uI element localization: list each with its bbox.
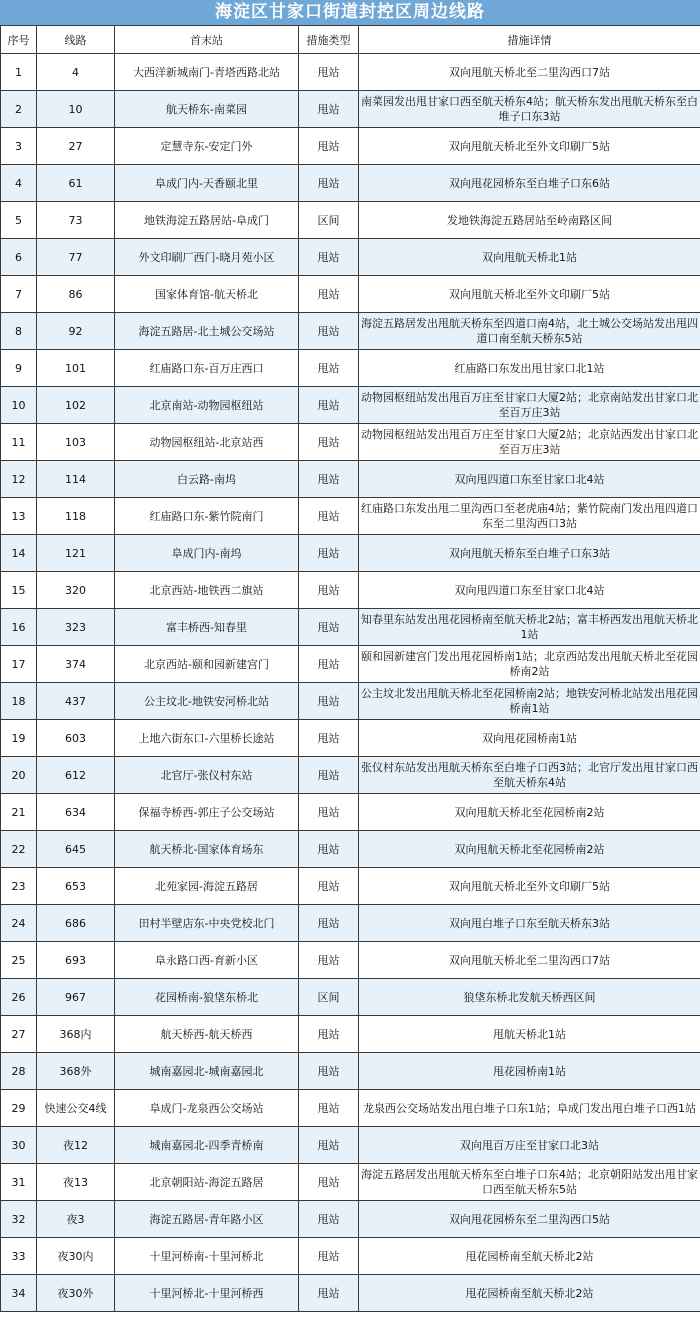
cell-detail: 双向甩花园桥南1站	[359, 720, 700, 757]
cell-type: 甩站	[299, 1090, 359, 1127]
cell-line: 437	[37, 683, 115, 720]
cell-seq: 18	[1, 683, 37, 720]
cell-detail: 双向甩百万庄至甘家口北3站	[359, 1127, 700, 1164]
cell-seq: 1	[1, 54, 37, 91]
cell-stations: 阜成门-龙泉西公交场站	[115, 1090, 299, 1127]
cell-line: 612	[37, 757, 115, 794]
cell-stations: 动物园枢纽站-北京站西	[115, 424, 299, 461]
table-row	[1, 498, 700, 535]
cell-seq: 5	[1, 202, 37, 239]
cell-line: 653	[37, 868, 115, 905]
cell-stations: 北京西站-地铁西二旗站	[115, 572, 299, 609]
cell-stations: 田村半壁店东-中央党校北门	[115, 905, 299, 942]
cell-stations: 白云路-南坞	[115, 461, 299, 498]
table-row	[1, 1164, 700, 1201]
cell-type: 甩站	[299, 461, 359, 498]
cell-seq: 11	[1, 424, 37, 461]
cell-detail: 海淀五路居发出甩航天桥东至白堆子口东4站；北京朝阳站发出甩甘家口西至航天桥东5站	[359, 1164, 700, 1201]
cell-stations: 花园桥南-狼垡东桥北	[115, 979, 299, 1016]
cell-seq: 19	[1, 720, 37, 757]
cell-type: 甩站	[299, 905, 359, 942]
table-row	[1, 239, 700, 276]
cell-stations: 北京南站-动物园枢纽站	[115, 387, 299, 424]
table-row	[1, 202, 700, 239]
header-stations: 首末站	[115, 26, 299, 54]
cell-stations: 阜永路口西-育新小区	[115, 942, 299, 979]
cell-seq: 23	[1, 868, 37, 905]
cell-detail: 双向甩航天桥北至外文印刷厂5站	[359, 128, 700, 165]
cell-detail: 龙泉西公交场站发出甩白堆子口东1站；阜成门发出甩白堆子口西1站	[359, 1090, 700, 1127]
cell-stations: 海淀五路居-北土城公交场站	[115, 313, 299, 350]
cell-seq: 4	[1, 165, 37, 202]
cell-type: 甩站	[299, 1275, 359, 1312]
cell-stations: 北官厅-张仪村东站	[115, 757, 299, 794]
cell-detail: 双向甩花园桥东至二里沟西口5站	[359, 1201, 700, 1238]
cell-stations: 航天桥西-航天桥西	[115, 1016, 299, 1053]
cell-detail: 动物园枢纽站发出甩百万庄至甘家口大厦2站；北京站西发出甘家口北至百万庄3站	[359, 424, 700, 461]
table-row	[1, 572, 700, 609]
table-row	[1, 1201, 700, 1238]
cell-detail: 双向甩四道口东至甘家口北4站	[359, 461, 700, 498]
cell-line: 645	[37, 831, 115, 868]
cell-type: 甩站	[299, 794, 359, 831]
cell-type: 甩站	[299, 535, 359, 572]
table-row	[1, 424, 700, 461]
cell-stations: 富丰桥西-知春里	[115, 609, 299, 646]
cell-seq: 26	[1, 979, 37, 1016]
cell-line: 118	[37, 498, 115, 535]
cell-type: 甩站	[299, 128, 359, 165]
cell-type: 甩站	[299, 54, 359, 91]
cell-type: 甩站	[299, 239, 359, 276]
cell-seq: 33	[1, 1238, 37, 1275]
cell-detail: 颐和园新建宫门发出甩花园桥南1站；北京西站发出甩航天桥北至花园桥南2站	[359, 646, 700, 683]
cell-seq: 22	[1, 831, 37, 868]
cell-line: 320	[37, 572, 115, 609]
cell-type: 甩站	[299, 91, 359, 128]
cell-stations: 航天桥东-南菜园	[115, 91, 299, 128]
cell-type: 甩站	[299, 387, 359, 424]
cell-detail: 甩花园桥南至航天桥北2站	[359, 1238, 700, 1275]
cell-line: 686	[37, 905, 115, 942]
cell-line: 103	[37, 424, 115, 461]
cell-type: 甩站	[299, 720, 359, 757]
cell-stations: 海淀五路居-青年路小区	[115, 1201, 299, 1238]
table-row	[1, 91, 700, 128]
cell-detail: 双向甩航天桥北至外文印刷厂5站	[359, 868, 700, 905]
cell-line: 114	[37, 461, 115, 498]
cell-stations: 红庙路口东-百万庄西口	[115, 350, 299, 387]
cell-line: 693	[37, 942, 115, 979]
cell-detail: 双向甩航天桥北至二里沟西口7站	[359, 942, 700, 979]
cell-detail: 双向甩四道口东至甘家口北4站	[359, 572, 700, 609]
table-row	[1, 1090, 700, 1127]
cell-stations: 保福寺桥西-郭庄子公交场站	[115, 794, 299, 831]
cell-stations: 外文印刷厂西门-晓月苑小区	[115, 239, 299, 276]
cell-line: 夜30外	[37, 1275, 115, 1312]
cell-detail: 甩花园桥南至航天桥北2站	[359, 1275, 700, 1312]
cell-type: 甩站	[299, 646, 359, 683]
cell-stations: 定慧寺东-安定门外	[115, 128, 299, 165]
cell-type: 甩站	[299, 276, 359, 313]
header-type: 措施类型	[299, 26, 359, 54]
cell-seq: 10	[1, 387, 37, 424]
cell-stations: 城南嘉园北-四季青桥南	[115, 1127, 299, 1164]
cell-seq: 29	[1, 1090, 37, 1127]
cell-detail: 知春里东站发出甩花园桥南至航天桥北2站；富丰桥西发出甩航天桥北1站	[359, 609, 700, 646]
cell-line: 323	[37, 609, 115, 646]
table-row	[1, 1016, 700, 1053]
cell-seq: 13	[1, 498, 37, 535]
cell-type: 甩站	[299, 313, 359, 350]
cell-detail: 双向甩航天桥北至外文印刷厂5站	[359, 276, 700, 313]
cell-line: 92	[37, 313, 115, 350]
cell-line: 夜12	[37, 1127, 115, 1164]
cell-detail: 发地铁海淀五路居站至岭南路区间	[359, 202, 700, 239]
cell-type: 区间	[299, 979, 359, 1016]
cell-seq: 8	[1, 313, 37, 350]
cell-line: 368外	[37, 1053, 115, 1090]
cell-line: 快速公交4线	[37, 1090, 115, 1127]
table-row	[1, 1053, 700, 1090]
table-row	[1, 535, 700, 572]
cell-type: 甩站	[299, 1053, 359, 1090]
cell-type: 甩站	[299, 683, 359, 720]
table-row	[1, 942, 700, 979]
cell-line: 374	[37, 646, 115, 683]
cell-stations: 城南嘉园北-城南嘉园北	[115, 1053, 299, 1090]
cell-seq: 6	[1, 239, 37, 276]
cell-type: 甩站	[299, 165, 359, 202]
cell-seq: 20	[1, 757, 37, 794]
cell-detail: 动物园枢纽站发出甩百万庄至甘家口大厦2站；北京南站发出甘家口北至百万庄3站	[359, 387, 700, 424]
cell-type: 甩站	[299, 350, 359, 387]
cell-detail: 双向甩航天桥北1站	[359, 239, 700, 276]
cell-line: 77	[37, 239, 115, 276]
cell-detail: 红庙路口东发出甩甘家口北1站	[359, 350, 700, 387]
header-seq: 序号	[1, 26, 37, 54]
cell-type: 甩站	[299, 1016, 359, 1053]
cell-stations: 公主坟北-地铁安河桥北站	[115, 683, 299, 720]
cell-detail: 甩航天桥北1站	[359, 1016, 700, 1053]
header-line: 线路	[37, 26, 115, 54]
cell-detail: 甩花园桥南1站	[359, 1053, 700, 1090]
cell-line: 102	[37, 387, 115, 424]
cell-seq: 15	[1, 572, 37, 609]
cell-detail: 南菜园发出甩甘家口西至航天桥东4站；航天桥东发出甩航天桥东至白堆子口东3站	[359, 91, 700, 128]
cell-line: 61	[37, 165, 115, 202]
cell-detail: 张仪村东站发出甩航天桥东至白堆子口西3站；北官厅发出甩甘家口西至航天桥东4站	[359, 757, 700, 794]
table-row	[1, 868, 700, 905]
cell-line: 86	[37, 276, 115, 313]
cell-seq: 9	[1, 350, 37, 387]
cell-stations: 北京朝阳站-海淀五路居	[115, 1164, 299, 1201]
table-row	[1, 720, 700, 757]
cell-detail: 红庙路口东发出甩二里沟西口至老虎庙4站；紫竹院南门发出甩四道口东至二里沟西口3站	[359, 498, 700, 535]
cell-type: 甩站	[299, 498, 359, 535]
routes-table	[0, 25, 700, 1312]
cell-seq: 32	[1, 1201, 37, 1238]
cell-stations: 航天桥北-国家体育场东	[115, 831, 299, 868]
cell-stations: 上地六街东口-六里桥长途站	[115, 720, 299, 757]
cell-detail: 双向甩航天桥北至花园桥南2站	[359, 831, 700, 868]
cell-type: 甩站	[299, 424, 359, 461]
table-row	[1, 54, 700, 91]
cell-seq: 12	[1, 461, 37, 498]
cell-seq: 21	[1, 794, 37, 831]
cell-seq: 34	[1, 1275, 37, 1312]
cell-stations: 阜成门内-南坞	[115, 535, 299, 572]
cell-type: 甩站	[299, 572, 359, 609]
table-row	[1, 794, 700, 831]
cell-line: 夜30内	[37, 1238, 115, 1275]
table-row	[1, 609, 700, 646]
table-row	[1, 1238, 700, 1275]
cell-stations: 大西洋新城南门-青塔西路北站	[115, 54, 299, 91]
table-row	[1, 350, 700, 387]
cell-line: 10	[37, 91, 115, 128]
cell-stations: 北苑家园-海淀五路居	[115, 868, 299, 905]
cell-detail: 公主坟北发出甩航天桥北至花园桥南2站；地铁安河桥北站发出甩花园桥南1站	[359, 683, 700, 720]
table-row	[1, 646, 700, 683]
cell-type: 区间	[299, 202, 359, 239]
cell-detail: 双向甩花园桥东至白堆子口东6站	[359, 165, 700, 202]
cell-seq: 2	[1, 91, 37, 128]
cell-stations: 地铁海淀五路居站-阜成门	[115, 202, 299, 239]
cell-seq: 17	[1, 646, 37, 683]
cell-seq: 27	[1, 1016, 37, 1053]
cell-seq: 30	[1, 1127, 37, 1164]
cell-stations: 十里河桥南-十里河桥北	[115, 1238, 299, 1275]
cell-line: 夜3	[37, 1201, 115, 1238]
cell-type: 甩站	[299, 1238, 359, 1275]
header-row	[1, 26, 700, 54]
cell-detail: 双向甩白堆子口东至航天桥东3站	[359, 905, 700, 942]
cell-type: 甩站	[299, 757, 359, 794]
table-row	[1, 313, 700, 350]
cell-line: 368内	[37, 1016, 115, 1053]
table-row	[1, 1275, 700, 1312]
cell-line: 4	[37, 54, 115, 91]
cell-type: 甩站	[299, 942, 359, 979]
cell-detail: 双向甩航天桥北至二里沟西口7站	[359, 54, 700, 91]
cell-seq: 28	[1, 1053, 37, 1090]
cell-line: 967	[37, 979, 115, 1016]
page-title: 海淀区甘家口街道封控区周边线路	[0, 0, 700, 25]
table-row	[1, 905, 700, 942]
cell-stations: 国家体育馆-航天桥北	[115, 276, 299, 313]
cell-line: 603	[37, 720, 115, 757]
cell-line: 27	[37, 128, 115, 165]
table-row	[1, 979, 700, 1016]
table-body	[1, 54, 700, 1312]
cell-detail: 海淀五路居发出甩航天桥东至四道口南4站，北土城公交场站发出甩四道口南至航天桥东5站	[359, 313, 700, 350]
cell-stations: 红庙路口东-紫竹院南门	[115, 498, 299, 535]
cell-type: 甩站	[299, 1164, 359, 1201]
table-row	[1, 461, 700, 498]
table-header	[1, 26, 700, 54]
cell-type: 甩站	[299, 868, 359, 905]
table-row	[1, 1127, 700, 1164]
table-row	[1, 757, 700, 794]
cell-detail: 双向甩航天桥北至花园桥南2站	[359, 794, 700, 831]
cell-seq: 14	[1, 535, 37, 572]
cell-detail: 狼垡东桥北发航天桥西区间	[359, 979, 700, 1016]
cell-line: 73	[37, 202, 115, 239]
table-row	[1, 831, 700, 868]
cell-stations: 十里河桥北-十里河桥西	[115, 1275, 299, 1312]
cell-line: 101	[37, 350, 115, 387]
cell-seq: 24	[1, 905, 37, 942]
header-detail: 措施详情	[359, 26, 700, 54]
cell-line: 121	[37, 535, 115, 572]
cell-stations: 北京西站-颐和园新建宫门	[115, 646, 299, 683]
cell-line: 夜13	[37, 1164, 115, 1201]
table-row	[1, 387, 700, 424]
cell-line: 634	[37, 794, 115, 831]
cell-seq: 25	[1, 942, 37, 979]
cell-seq: 31	[1, 1164, 37, 1201]
cell-detail: 双向甩航天桥东至白堆子口东3站	[359, 535, 700, 572]
table-row	[1, 683, 700, 720]
table-row	[1, 165, 700, 202]
cell-stations: 阜成门内-天香颐北里	[115, 165, 299, 202]
cell-seq: 7	[1, 276, 37, 313]
table-row	[1, 128, 700, 165]
cell-type: 甩站	[299, 1127, 359, 1164]
cell-type: 甩站	[299, 831, 359, 868]
cell-type: 甩站	[299, 1201, 359, 1238]
table-row	[1, 276, 700, 313]
cell-seq: 16	[1, 609, 37, 646]
cell-type: 甩站	[299, 609, 359, 646]
cell-seq: 3	[1, 128, 37, 165]
